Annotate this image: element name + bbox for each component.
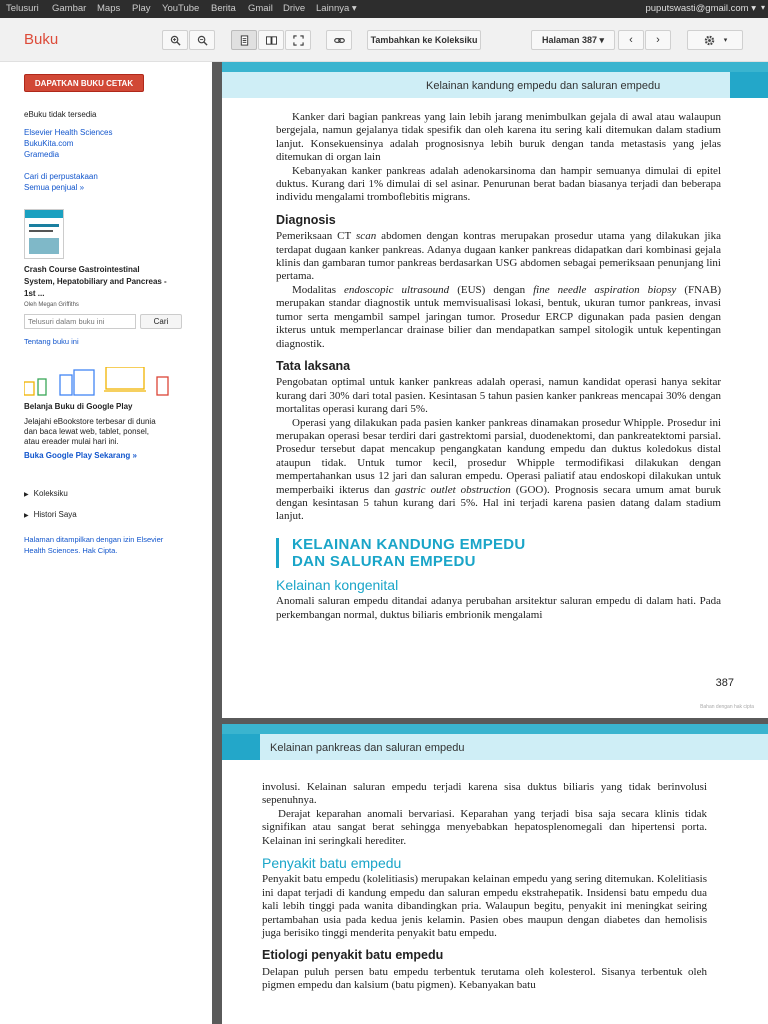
top-link-gmail[interactable]: Gmail [248,3,273,14]
chevron-left-icon: ‹ [629,34,633,46]
chapter-heading [276,536,721,570]
collection-label: Koleksiku [33,489,68,498]
add-to-collection-button[interactable]: Tambahkan ke Koleksiku [367,30,481,50]
book-author: Oleh Megan Griffiths [24,302,79,308]
devices-illustration-icon [24,367,174,397]
chapter-title-line-1: KELAINAN KANDUNG EMPEDU [292,535,526,553]
heading-diagnosis: Diagnosis [276,212,336,227]
settings-button[interactable] [687,30,743,50]
two-page-view-button[interactable] [258,30,284,50]
heading-tata-laksana: Tata laksana [276,358,351,373]
top-link-gambar[interactable]: Gambar [52,3,87,14]
paragraph: Kanker dari bagian pankreas yang lain lebih jarang menimbulkan gejala di awal atau walaupun bergejala, namun gejalanya tidak spesifik dan oleh karena itu sering kali ditemukan dalam stadium lanjut. Konsekuensinya adalah prognosisnya lebih buruk dengan tanda metastasis yang jelas ditemukan di organ lain [276,111,721,164]
page-header [222,734,768,760]
page-icon [239,35,250,46]
app-title[interactable]: Buku [24,31,59,48]
top-link-maps[interactable]: Maps [97,3,121,14]
gear-icon [703,34,716,47]
library-search-link[interactable]: Cari di perpustakaan [24,172,98,181]
triangle-right-icon: ▶ [24,492,29,498]
sidebar [0,62,212,1024]
chapter-title-line-2: DAN SALURAN EMPEDU [292,552,476,570]
seller-link-bukukita[interactable]: BukuKita.com [24,139,74,148]
paragraph: involusi. Kelainan saluran empedu terjadi karena sisa duktus biliaris yang tidak berinvolusi sepenuhnya. [262,781,707,807]
top-link-youtube[interactable]: YouTube [162,3,200,14]
google-play-desc-1: Jelajahi eBookstore terbesar di dunia [24,417,156,426]
top-link-lainnya[interactable]: Lainnya ▾ [316,3,357,14]
book-title-line-1: Crash Course Gastrointestinal [24,265,140,274]
triangle-right-icon: ▶ [24,513,29,519]
link-button[interactable] [326,30,352,50]
book-page-388 [222,724,768,1024]
about-book-link[interactable]: Tentang buku ini [24,337,79,346]
paragraph: Pemeriksaan CT scan abdomen dengan kontras merupakan prosedur utama yang dilakukan jika terdapat dugaan kanker pankreas. Adanya dugaan kanker pankreas didapatkan dari kombinasi gejala klinis dan gambaran tumor pankreas berdasarkan USG abdomen sebagai pemeriksaan penunjang lini pertama. [276,230,721,283]
paragraph: Derajat keparahan anomali bervariasi. Keparahan yang terjadi bisa saja secara klinis tidak signifikan atau sangat berat sehingga menyebabkan hepatosplenomegali dan hipertensi porta. Kelainan ini seringkali herediter. [262,807,707,847]
header-tab-marker [730,72,768,98]
single-page-view-button[interactable] [231,30,257,50]
page-number: 387 [715,677,734,689]
notification-caret-icon[interactable]: ▾ [760,3,765,12]
chapter-bar [276,538,279,568]
google-top-bar [0,0,768,18]
paragraph: Pengobatan optimal untuk kanker pankreas adalah operasi, namun kandidat operasi hanya sekitar kurang dari 30% dari total pasien. Kesintasan 5 tahun pasien kanker pankreas mencapai 30% dengan mortalitas operasi kurang dari 5%. [276,376,721,416]
fullscreen-icon [293,35,304,46]
link-icon [334,35,345,46]
get-print-book-button[interactable]: DAPATKAN BUKU CETAK [24,74,144,92]
seller-link-gramedia[interactable]: Gramedia [24,150,60,159]
all-sellers-link[interactable]: Semua penjual » [24,183,85,192]
top-link-play[interactable]: Play [132,3,151,14]
google-play-desc-3: atau ereader mulai hari ini. [24,437,119,446]
top-link-drive[interactable]: Drive [283,3,306,14]
google-play-heading: Belanja Buku di Google Play [24,402,133,411]
history-toggle[interactable] [24,510,77,519]
paragraph: Modalitas endoscopic ultrasound (EUS) dengan fine needle aspiration biopsy (FNAB) merupakan standar diagnostik untuk memvisualisasi lokasi, bentuk, ukuran tumor pankreas, invasi tumor serta mengambil sampel jaringan tumor. Prosedur ERCP digunakan pada pasien dengan ikterus untuk memperlancar drainase bilier dan mendapatkan sampel sitologik untuk kepentingan diagnostik. [276,283,721,350]
open-google-play-link[interactable]: Buka Google Play Sekarang » [24,451,137,460]
book-viewer[interactable] [212,62,768,1024]
heading-etiologi: Etiologi penyakit batu empedu [262,948,444,963]
chevron-down-icon: ▾ [723,37,728,44]
book-title-line-2: System, Hepatobiliary and Pancreas - [24,277,167,286]
history-label: Histori Saya [33,510,77,519]
two-page-icon [266,35,277,46]
page-select-dropdown[interactable]: Halaman 387 ▾ [531,30,615,50]
zoom-in-icon [170,35,181,46]
top-link-berita[interactable]: Berita [211,3,236,14]
search-in-book-button[interactable]: Cari [140,314,182,329]
zoom-in-button[interactable] [162,30,188,50]
account-menu[interactable]: puputswasti@gmail.com ▾ [645,3,756,14]
page-header-band [222,62,768,72]
books-toolbar [0,18,768,62]
copyright-watermark: Bahan dengan hak cipta [700,704,754,710]
next-page-button[interactable] [645,30,671,50]
zoom-out-button[interactable] [189,30,215,50]
google-play-desc-2: dan baca lewat web, tablet, ponsel, [24,427,149,436]
seller-link-elsevier[interactable]: Elsevier Health Sciences [24,128,113,137]
book-title-line-3: 1st ... [24,289,45,298]
page-body [276,111,721,622]
paragraph: Kebanyakan kanker pankreas adalah adenokarsinoma dan hampir semuanya dimulai di epitel duktus. Kurang dari 1% dimulai di sel asinar. Penurunan berat badan biasanya terjadi dan beberapa individu mengalami tromboflebitis migrans. [276,164,721,204]
collection-toggle[interactable] [24,489,68,498]
fullscreen-button[interactable] [285,30,311,50]
chevron-right-icon: › [656,34,660,46]
book-page-387 [222,62,768,718]
paragraph: Anomali saluran empedu ditandai adanya perubahan arsitektur saluran empedu di dalam hati. Pada perkembangan normal, duktus biliaris embrionik mengalami [276,595,721,621]
top-link-telusuri[interactable]: Telusuri [6,3,39,14]
running-header: Kelainan kandung empedu dan saluran empedu [426,80,661,92]
running-header: Kelainan pankreas dan saluran empedu [270,742,465,754]
page-body [262,781,707,993]
paragraph: Delapan puluh persen batu empedu terbentuk terutama oleh kolesterol. Sisanya terbentuk oleh pigmen empedu dan kalsium (batu pigmen). Kebanyakan batu [262,965,707,992]
previous-page-button[interactable] [618,30,644,50]
page-header [222,72,768,98]
header-tab-marker [222,734,260,760]
permission-text-2[interactable]: Health Sciences. Hak Cipta. [24,546,118,555]
page-header-band [222,724,768,734]
heading-kelainan-kongenital: Kelainan kongenital [276,576,399,593]
book-cover-thumbnail[interactable] [24,209,64,259]
permission-text-1[interactable]: Halaman ditampilkan dengan izin Elsevier [24,535,164,544]
heading-penyakit-batu-empedu: Penyakit batu empedu [262,855,402,872]
paragraph: Penyakit batu empedu (kolelitiasis) merupakan kelainan empedu yang sering ditemukan. Kolelitiasis ini dapat terjadi di kandung empedu dan saluran empedu ekstrahepatik. Insidensi batu empedu dua kali lebih tinggi pada wanita dibandingkan pria. Walaupun begitu, penyakit ini meningkat seiring pertambahan usia pada kedua jenis kelamin. Pasien obes maupun dengan diabetes dan hemolisis juga berisiko tinggi menderita penyakit batu empedu. [262,873,707,940]
paragraph: Operasi yang dilakukan pada pasien kanker pankreas dinamakan prosedur Whipple. Prosedur ini merupakan operasi besar terdiri dari gastrektomi parsial, duodenektomi, dan pankreatektomi parsial. Prosedur tersebut dapat mencakup pengangkatan kandung empedu dan duktus koledokus distal ataupun tidak. Untuk tumor kecil, prosedur Whipple termodifikasi dilakukan dengan mempertahankan usus 12 jari dan saluran empedu. Operasi paliatif atau endoskopi dilakukan untuk memperbaiki ikterus dan gastric outlet obstruction (GOO). Prognosis secara umum amat buruk dengan kesintasan 5 tahun kurang dari 5%. Hal ini terjadi karena pasien datang dalam stadium lanjut. [276,416,721,523]
zoom-out-icon [197,35,208,46]
ebook-unavailable-text: eBuku tidak tersedia [24,110,97,119]
search-in-book-input[interactable] [24,314,136,329]
